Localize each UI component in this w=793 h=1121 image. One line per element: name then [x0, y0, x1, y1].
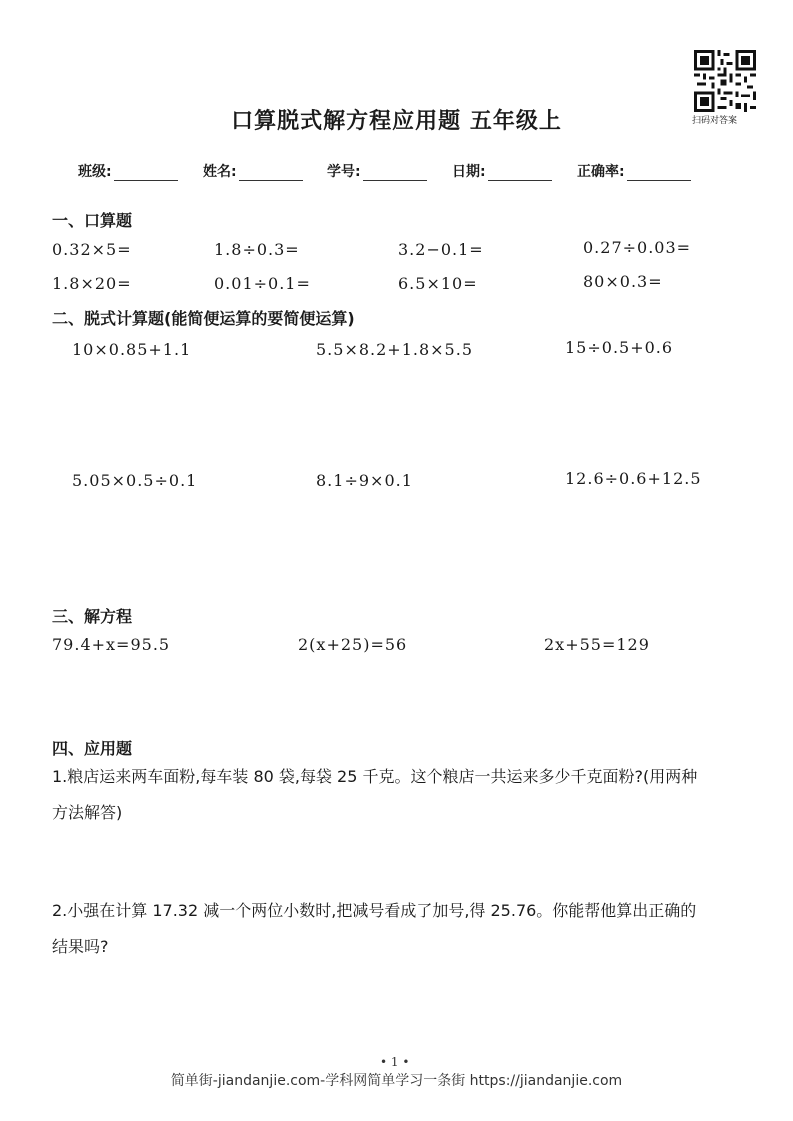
word-problem-1: 1.粮店运来两车面粉,每车装 80 袋,每袋 25 千克。这个粮店一共运来多少千克面粉?(用两种方法解答) — [52, 767, 698, 822]
name-field[interactable] — [203, 161, 303, 181]
oral-item: 3.2−0.1= — [398, 240, 484, 259]
date-label: 日期: — [452, 164, 486, 180]
date-blank[interactable] — [488, 166, 552, 181]
oral-item: 0.27÷0.03= — [583, 238, 692, 257]
name-label: 姓名: — [203, 164, 237, 180]
equation-item: 2x+55=129 — [544, 635, 650, 654]
name-blank[interactable] — [239, 166, 303, 181]
qr-caption: 扫码对答案 — [692, 116, 738, 126]
oral-item: 1.8×20= — [52, 274, 132, 293]
accuracy-field[interactable] — [577, 161, 691, 181]
oral-item: 80×0.3= — [583, 272, 663, 291]
stepwise-item: 12.6÷0.6+12.5 — [565, 469, 702, 488]
word-problem-2: 2.小强在计算 17.32 减一个两位小数时,把减号看成了加号,得 25.76。你能帮他算出正确的结果吗? — [52, 901, 697, 956]
equation-item: 2(x+25)=56 — [298, 635, 408, 654]
accuracy-blank[interactable] — [627, 166, 691, 181]
oral-item: 0.01÷0.1= — [214, 274, 311, 293]
oral-item: 6.5×10= — [398, 274, 478, 293]
stepwise-item: 10×0.85+1.1 — [72, 340, 192, 359]
section-equation-heading: 三、解方程 — [52, 607, 133, 626]
equation-item: 79.4+x=95.5 — [52, 635, 171, 654]
stepwise-item: 8.1÷9×0.1 — [316, 471, 413, 490]
section-word-problem-heading: 四、应用题 — [52, 739, 133, 758]
class-field[interactable] — [78, 161, 178, 181]
stepwise-item: 15÷0.5+0.6 — [565, 338, 674, 357]
stepwise-item: 5.5×8.2+1.8×5.5 — [316, 340, 473, 359]
number-field[interactable] — [327, 161, 427, 181]
number-blank[interactable] — [363, 166, 427, 181]
qr-code-icon — [694, 50, 756, 112]
section-oral-heading: 一、口算题 — [52, 211, 133, 230]
page-title: 口算脱式解方程应用题 五年级上 — [231, 108, 562, 134]
class-label: 班级: — [78, 164, 112, 180]
date-field[interactable] — [452, 161, 552, 181]
stepwise-item: 5.05×0.5÷0.1 — [72, 471, 198, 490]
number-label: 学号: — [327, 164, 361, 180]
footer-text: 简单街-jiandanjie.com-学科网简单学习一条街 https://jiandanjie.com — [170, 1073, 623, 1089]
accuracy-label: 正确率: — [577, 164, 625, 180]
page-number: • 1 • — [380, 1055, 410, 1069]
section-stepwise-heading: 二、脱式计算题(能简便运算的要简便运算) — [52, 309, 355, 328]
class-blank[interactable] — [114, 166, 178, 181]
oral-item: 1.8÷0.3= — [214, 240, 300, 259]
oral-item: 0.32×5= — [52, 240, 132, 259]
